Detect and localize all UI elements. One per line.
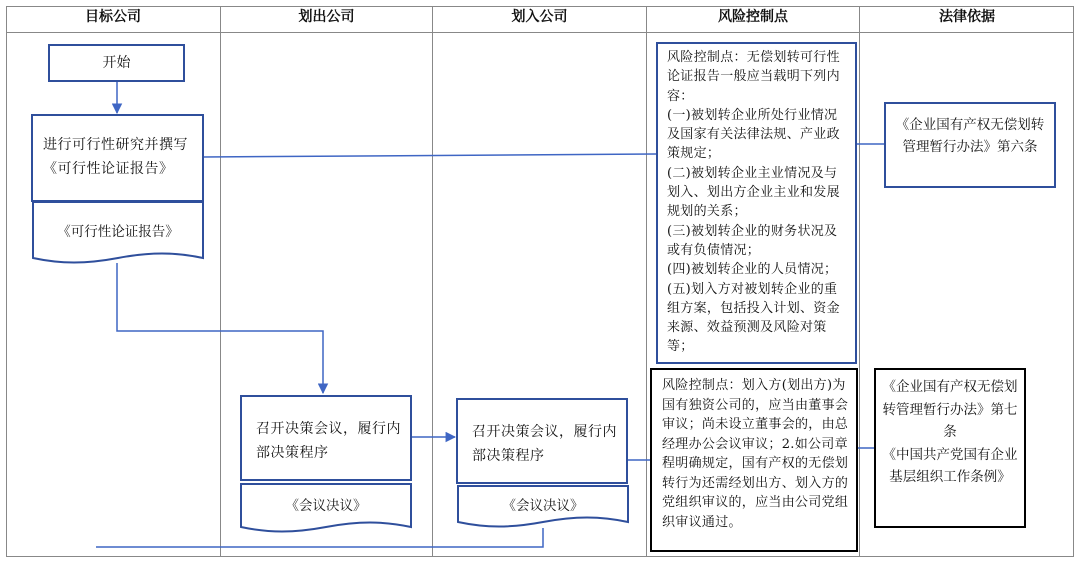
in-decision-meeting-node: 召开决策会议，履行内部决策程序 [456,398,628,484]
line-feasibility-to-risk1 [203,154,656,157]
risk-control-point-1: 风险控制点：无偿划转可行性论证报告一般应当载明下列内容： (一)被划转企业所处行业情况及国家有关法律法规、产业政策规定； (二)被划转企业主业情况及与划入、划出方企业主业和发展规划的关系； (三)被划转企业的财务状况及或有负债情况； (四)被划转企业的人员情况； (五)划入方对被划转企业的重组方案，包括投入计划、资金来源、效益预测及风险对策等； [656,42,857,364]
feasibility-report-doc: 《可行性论证报告》 [57,224,179,240]
lane-header-target-company: 目标公司 [85,9,141,25]
risk-control-point-2: 风险控制点：划入方(划出方)为国有独资公司的，应当由董事会审议；尚未设立董事会的，由总经理办公会议审议；2.如公司章程明确规定，国有产权的无偿划转行为还需经划出方、划入方的党组织审议的，应当由公司党组织审议通过。 [650,368,858,552]
legal-basis-1: 《企业国有产权无偿划转管理暂行办法》第六条 [884,102,1056,188]
legal-basis-2: 《企业国有产权无偿划转管理暂行办法》第七条 《中国共产党国有企业基层组织工作条例》 [874,368,1026,528]
lane-header-transfer-out-company: 划出公司 [298,9,355,25]
in-resolution-doc: 《会议决议》 [502,498,584,514]
lane-header-transfer-in-company: 划入公司 [511,9,568,25]
start-node: 开始 [48,44,185,82]
line-bottom-connector [96,528,543,547]
out-resolution-doc: 《会议决议》 [285,498,367,514]
out-decision-meeting-node: 召开决策会议，履行内部决策程序 [240,395,412,481]
feasibility-study-node: 进行可行性研究并撰写《可行性论证报告》 [31,114,204,202]
lane-header-risk-control-point: 风险控制点 [718,9,788,25]
lane-header-legal-basis: 法律依据 [939,9,995,25]
arrow-report-to-out-meeting [117,263,323,393]
